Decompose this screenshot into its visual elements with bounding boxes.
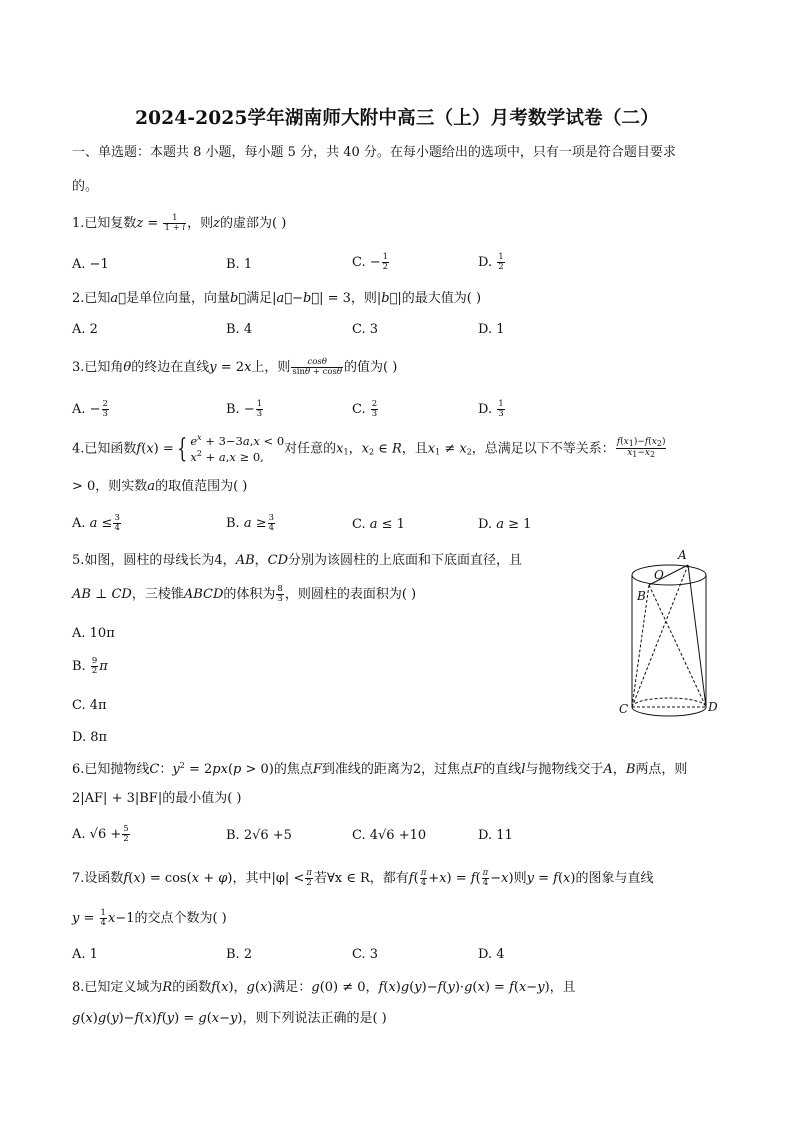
- q2-option-b: B. 4: [226, 322, 253, 337]
- q7-option-c: C. 3: [352, 947, 379, 962]
- section-header-line2: 的。: [72, 179, 99, 194]
- q2-option-d: D. 1: [478, 322, 505, 337]
- q4-option-a: A. a ≤ $\frac{3}{4}$: [72, 513, 120, 533]
- q5-option-b: B. $\frac{9}{2}$ π: [72, 656, 108, 676]
- q1-option-d: D. $\frac{1}{2}$: [478, 252, 504, 272]
- question-1: 1.已知复数z = $\frac{1}{1 + i}$ ，则z的虚部为( ): [72, 213, 287, 233]
- question-4-line2: > 0，则实数a的取值范围为( ): [72, 479, 248, 494]
- question-6: 6.已知抛物线C：$y^2 = 2px(p > 0)$的焦点F到准线的距离为2，过焦点F的直线l与抛物线交于A，B两点，则: [72, 761, 688, 777]
- q3-option-a: A. − $\frac{2}{3}$: [72, 399, 108, 419]
- edge-bc: [632, 585, 649, 707]
- q6-option-d: D. 11: [478, 828, 513, 843]
- cylinder-figure: [612, 545, 732, 720]
- q5-option-a: A. 10π: [72, 626, 115, 641]
- label-b: B: [637, 589, 646, 603]
- q5-option-c: C. 4π: [72, 698, 107, 713]
- question-2: 2.已知a⃗是单位向量，向量b⃗满足|a⃗−b⃗| = 3，则|b⃗|的最大值为( ): [72, 291, 482, 306]
- edge-ad: [688, 565, 706, 707]
- question-3: 3.已知角θ的终边在直线y = 2x上，则 $\frac{\cos\theta}{\sin\theta + \cos\theta}$ 的值为( ): [72, 357, 398, 377]
- question-8: 8.已知定义域为R的函数f(x)，g(x)满足：g(0) ≠ 0，f(x)g(y)−f(y)·g(x) = f(x−y)，且: [72, 980, 576, 995]
- q4-option-d: D. a ≥ 1: [478, 517, 532, 532]
- q3-option-b: B. − $\frac{1}{3}$: [226, 399, 263, 419]
- edge-bd: [649, 585, 706, 707]
- question-6-line2: 2|AF| + 3|BF|的最小值为( ): [72, 791, 242, 806]
- q1-option-b: B. 1: [226, 257, 253, 272]
- q2-option-c: C. 3: [352, 322, 379, 337]
- bottom-base-back: [632, 698, 706, 707]
- label-c: C: [619, 702, 629, 716]
- question-4: 4.已知函数f(x) = { $e^x + 3-3a,x < 0$ $x^2 + a,x \ge 0$, 对任意的$x_1$，$x_2$ ∈ R，且$x_1 \ne x_2$，总满足以下不等关系： $\frac{f(x1)-f(x2)}{x1-x2}$: [72, 433, 666, 464]
- question-8-line2: g(x)g(y)−f(x)f(y) = g(x−y)，则下列说法正确的是( ): [72, 1011, 387, 1026]
- edge-ac: [632, 565, 688, 707]
- q6-option-a: A. √6 + $\frac{5}{2}$: [72, 824, 129, 844]
- question-5-line2: AB ⊥ CD，三棱锥ABCD的体积为 $\frac{8}{3}$ ，则圆柱的表面积为( ): [72, 584, 417, 604]
- bottom-base-front: [632, 707, 706, 716]
- q7-option-a: A. 1: [72, 947, 98, 962]
- question-5: 5.如图，圆柱的母线长为4，AB，CD分别为该圆柱的上底面和下底面直径，且: [72, 553, 523, 568]
- q3-option-c: C. $\frac{2}{3}$: [352, 399, 378, 419]
- exam-title: 2024-2025学年湖南师大附中高三（上）月考数学试卷（二）: [135, 108, 659, 129]
- q7-option-b: B. 2: [226, 947, 253, 962]
- q1-option-a: A. −1: [72, 257, 109, 272]
- label-o: O: [654, 568, 664, 582]
- q3-option-d: D. $\frac{1}{3}$: [478, 399, 504, 419]
- q1-option-c: C. − $\frac{1}{2}$: [352, 252, 389, 272]
- q4-option-b: B. a ≥ $\frac{3}{4}$: [226, 513, 275, 533]
- question-7-line2: y = $\frac{1}{4}$ x−1的交点个数为( ): [72, 908, 227, 928]
- label-d: D: [708, 700, 718, 714]
- section-header-line1: 一、单选题：本题共 8 小题，每小题 5 分，共 40 分。在每小题给出的选项中，只有一项是符合题目要求: [72, 145, 676, 160]
- q2-option-a: A. 2: [72, 322, 98, 337]
- q5-option-d: D. 8π: [72, 730, 108, 745]
- q7-option-d: D. 4: [478, 947, 505, 962]
- q4-option-c: C. a ≤ 1: [352, 517, 405, 532]
- question-7: 7.设函数f(x) = cos(x + φ)，其中|φ| < $\frac{\pi}{2}$ 若∀x ∈ R，都有f( $\frac{\pi}{4}$ +x) = f( $\frac{\pi}{4}$ −x)则y = f(x)的图象与直线: [72, 868, 654, 888]
- label-a: A: [678, 548, 687, 562]
- q6-option-c: C. 4√6 +10: [352, 828, 427, 843]
- q6-option-b: B. 2√6 +5: [226, 828, 292, 843]
